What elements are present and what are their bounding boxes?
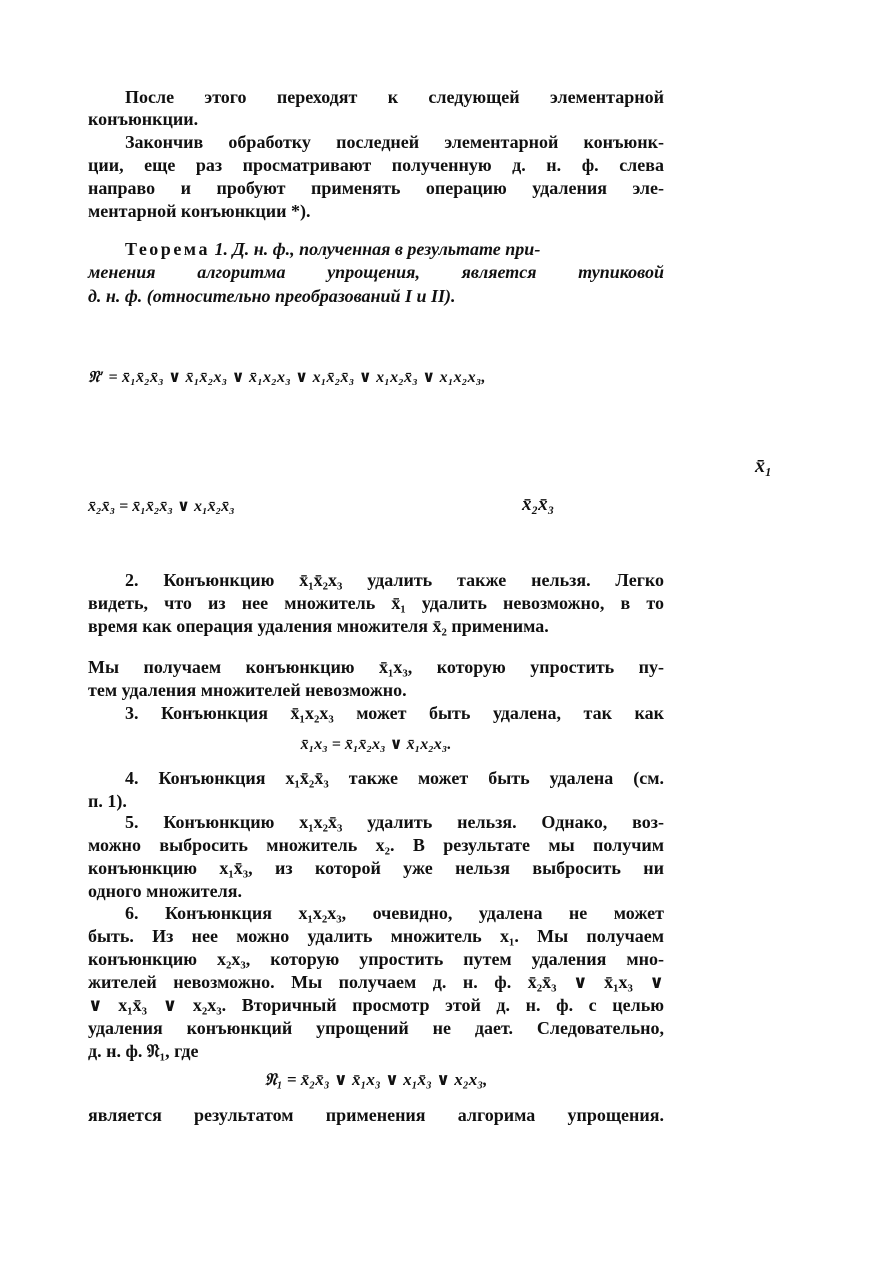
theorem-line (125, 238, 664, 260)
text-line: п. 1). (88, 791, 127, 811)
text-line: ции, еще раз просматривают полученную д. н. ф. слева (88, 155, 664, 175)
text-line: жителей невозможно. Мы получаем д. н. ф. x̄₂x̄₃ ∨ x̄₁x₃ ∨ (88, 972, 664, 992)
theorem-line: д. н. ф. (относительно преобразований I и II). (88, 286, 456, 306)
text-line: 4. Конъюнкция x₁x̄₂x̄₃ также может быть удалена (см. (125, 768, 664, 788)
text-line: конъюнкции. (88, 109, 199, 129)
theorem-word: Теорема (125, 239, 210, 259)
text-line: ∨ x₁x̄₃ ∨ x₂x₃. Вторичный просмотр этой д. н. ф. с целью (88, 995, 664, 1015)
text-line: 5. Конъюнкцию x₁x₂x̄₃ удалить нельзя. Однако, воз- (125, 812, 664, 832)
text-line: 6. Конъюнкция x₁x₂x₃, очевидно, удалена не может (125, 903, 664, 923)
theorem-text: 1. Д. н. ф., полученная в результате при- (209, 239, 541, 259)
text-line: время как операция удаления множителя x̄₂ применима. (88, 616, 549, 636)
text-line: конъюнкцию x₁x̄₃, из которой уже нельзя выбросить ни (88, 858, 664, 878)
theorem-line: менения алгоритма упрощения, является тупиковой (88, 262, 664, 282)
text-line: 2. Конъюнкцию x̄₁x̄₂x₃ удалить также нельзя. Легко (125, 570, 664, 590)
text-line: д. н. ф. 𝔑₁, где (88, 1041, 199, 1061)
text-line: быть. Из нее можно удалить множитель x₁. Мы получаем (88, 926, 664, 946)
text-line: тем удаления множителей невозможно. (88, 680, 407, 700)
formula-n-prime: 𝔑′ = x̄₁x̄₂x̄₃ ∨ x̄₁x̄₂x₃ ∨ x̄₁x₂x₃ ∨ x₁x̄₂x̄₃ ∨ x₁x₂x̄₃ ∨ x₁x₂x₃, (88, 369, 486, 386)
text-line: одного множителя. (88, 881, 242, 901)
formula-equation: x̄₂x̄₃ = x̄₁x̄₂x̄₃ ∨ x₁x̄₂x̄₃ (88, 498, 235, 515)
text-line: видеть, что из нее множитель x̄₁ удалить невозможно, в то (88, 593, 664, 613)
text-line: После этого переходят к следующей элементарной (125, 87, 664, 107)
text-line: Мы получаем конъюнкцию x̄₁x₃, которую упростить пу- (88, 657, 664, 677)
text-line: является результатом применения алгорима упрощения. (88, 1105, 664, 1125)
formula-equation: x̄₁x₃ = x̄₁x̄₂x₃ ∨ x̄₁x₂x₃. (300, 736, 452, 753)
text-line: 3. Конъюнкция x̄₁x₂x₃ может быть удалена, так как (125, 703, 664, 723)
formula-fragment: x̄₂x̄₃ (522, 494, 555, 515)
text-line: Закончив обработку последней элементарной конъюнк- (125, 132, 664, 152)
text-line: удаления конъюнкций упрощений не дает. Следовательно, (88, 1018, 664, 1038)
formula-n1: 𝔑₁ = x̄₂x̄₃ ∨ x̄₁x₃ ∨ x₁x̄₃ ∨ x₂x₃, (264, 1070, 488, 1089)
text-line: направо и пробуют применять операцию удаления эле- (88, 178, 664, 198)
formula-fragment: x̄₁ (755, 455, 772, 477)
text-line: конъюнкцию x₂x₃, которую упростить путем удаления мно- (88, 949, 664, 969)
text-line: ментарной конъюнкции *). (88, 201, 311, 221)
text-line: можно выбросить множитель x₂. В результате мы получим (88, 835, 664, 855)
